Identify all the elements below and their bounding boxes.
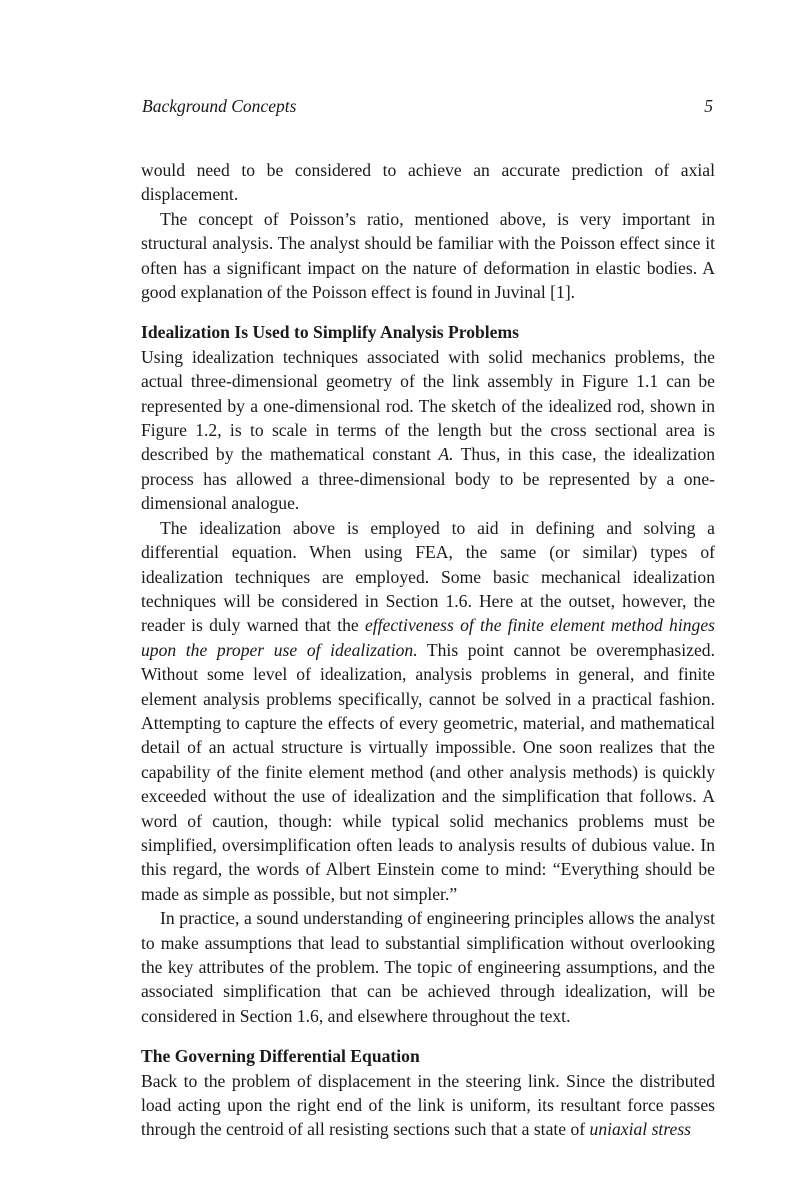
- body-text: [141, 158, 715, 1142]
- paragraph-text: Back to the problem of displacement in the steering link. Since the distributed load acting upon the right end of the link is uniform, its resultant force passes through the centroid of all resisting sections such that a state of: [141, 1070, 715, 1140]
- running-header: [142, 96, 713, 117]
- paragraph: The concept of Poisson’s ratio, mentioned above, is very important in structural analysis. The analyst should be familiar with the Poisson effect since it often has a significant impact on the nature of deformation in elastic bodies. A good explanation of the Poisson effect is found in Juvinal [1].: [141, 208, 715, 303]
- emphasized-text: uniaxial stress: [589, 1119, 692, 1140]
- paragraph: [141, 345, 715, 516]
- paragraph-text: Using idealization techniques associated with solid mechanics problems, the actual three-dimensional geometry of the link assembly in Figure 1.1 can be represented by a one-dimensional rod. The sketch of the idealized rod, shown in Figure 1.2, is to scale in terms of the length but the cross sectional area is described by the mathematical constant: [141, 346, 715, 465]
- emphasized-text: A.: [438, 444, 454, 465]
- section-spacer: [141, 304, 715, 320]
- paragraph: In practice, a sound understanding of engineering principles allows the analyst to make assumptions that lead to substantial simplification without overlooking the key attributes of the problem. The topic of engineering assumptions, and the associated simplification that can be achieved through idealization, will be considered in Section 1.6, and elsewhere throughout the text.: [141, 908, 715, 1026]
- page-number: 5: [704, 96, 713, 116]
- paragraph-text: The idealization above is employed to aid in defining and solving a differential equation. When using FEA, the same (or similar) types of idealization techniques are employed. Some basic mechanical idealization techniques will be considered in Section 1.6. Here at the outset, however, the reader is duly warned that the: [141, 517, 715, 636]
- running-title: Background Concepts: [142, 96, 297, 116]
- paragraph: would need to be considered to achieve an accurate prediction of axial displacement.: [141, 160, 715, 205]
- section-heading: Idealization Is Used to Simplify Analysis Problems: [141, 322, 519, 343]
- section-heading: The Governing Differential Equation: [141, 1046, 420, 1067]
- paragraph-text: Thus, in this case, the idealization process has allowed a three-dimensional body to be represented by a one-dimensional analogue.: [141, 444, 716, 514]
- section-spacer: [141, 1028, 715, 1044]
- paragraph: [141, 1069, 715, 1142]
- emphasized-text: effectiveness of the finite element method hinges upon the proper use of idealization.: [141, 615, 715, 660]
- paragraph: [141, 516, 715, 907]
- paragraph-text: This point cannot be overemphasized. Without some level of idealization, analysis problems in general, and finite element analysis problems specifically, cannot be solved in a practical fashion. Attempting to capture the effects of every geometric, material, and mathematical detail of an actual structure is virtually impossible. One soon realizes that the capability of the finite element method (and other analysis methods) is quickly exceeded without the use of idealization and the simplification that follows. A word of caution, though: while typical solid mechanics problems must be simplified, oversimplification often leads to analysis results of dubious value. In this regard, the words of Albert Einstein come to mind: “Everything should be made as simple as possible, but not simpler.”: [141, 639, 715, 904]
